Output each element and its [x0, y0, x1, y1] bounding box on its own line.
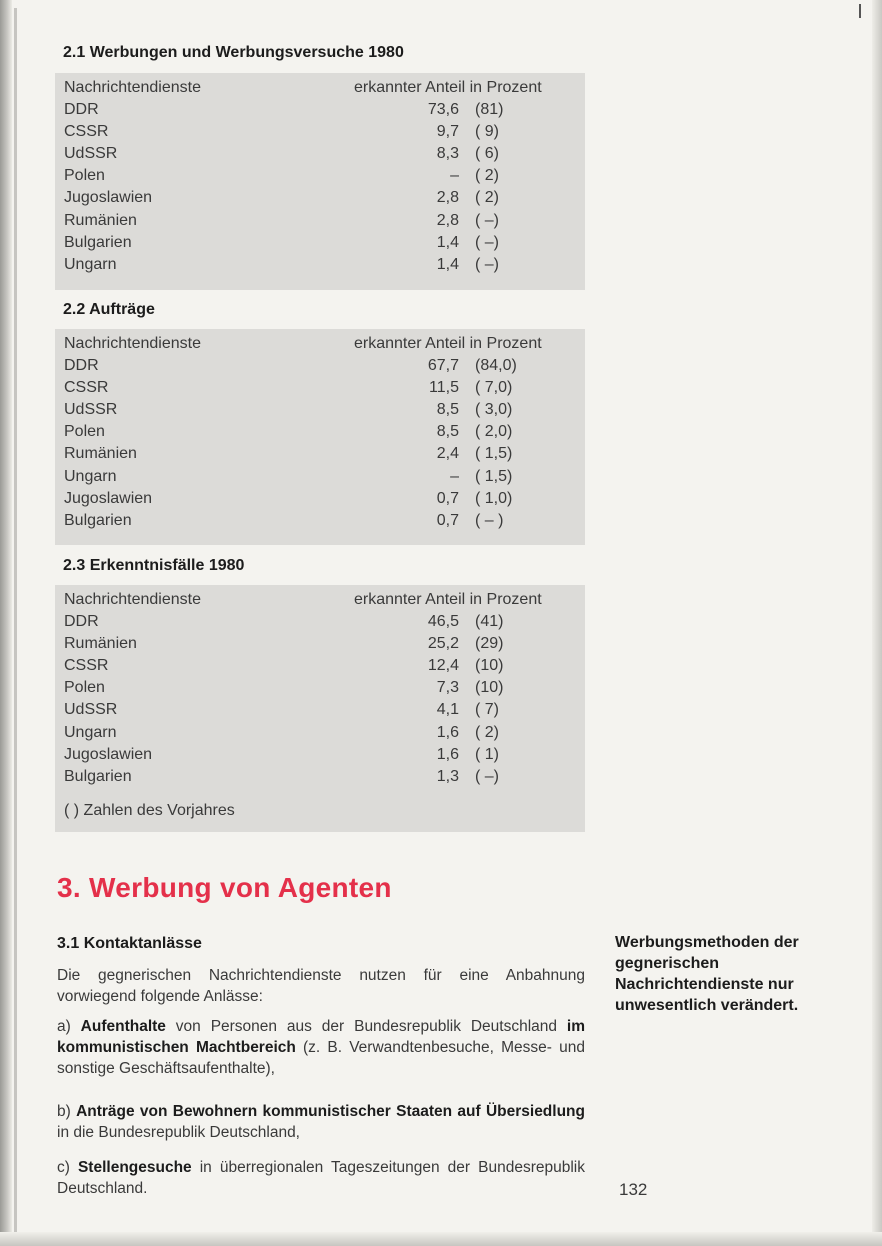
- list-item-b: b) Anträge von Bewohnern kommunistischer Staaten auf Übersiedlung in die Bundesrepublik Deutschland,: [57, 1103, 585, 1141]
- table-row: UdSSR 8,3 ( 6): [64, 145, 499, 163]
- table-2-3: [55, 585, 585, 832]
- col-header-services: Nachrichtendienste: [64, 591, 201, 608]
- table-2-2: [55, 329, 585, 545]
- table-row: Polen 8,5 ( 2,0): [64, 423, 513, 441]
- table-row: CSSR 9,7 ( 9): [64, 123, 499, 141]
- page-edge-left: [0, 0, 12, 1246]
- table-row: Jugoslawien 1,6 ( 1): [64, 745, 499, 763]
- table-2-1: [55, 73, 585, 290]
- table-row: Rumänien 2,8 ( –): [64, 211, 499, 229]
- list-item-c: c) Stellengesuche in überregionalen Tageszeitungen der Bundesrepublik Deutschland.: [57, 1159, 585, 1197]
- table-row: Bulgarien 1,3 ( –): [64, 767, 499, 785]
- page-number: 132: [619, 1180, 648, 1199]
- margin-note: Werbungsmethoden der gegnerischen Nachrichtendienste nur unwesentlich verändert.: [615, 934, 799, 1014]
- page-tick-mark: [859, 4, 861, 18]
- table-row: Rumänien 2,4 ( 1,5): [64, 445, 513, 463]
- table-row: DDR 73,6 (81): [64, 101, 504, 119]
- intro-paragraph: Die gegnerischen Nachrichtendienste nutzen für eine Anbahnung vorwiegend folgende Anlässe:: [57, 967, 585, 1005]
- list-item-a: a) Aufenthalte von Personen aus der Bundesrepublik Deutschland im kommunistischen Machtbereich (z. B. Verwandtenbesuche, Messe- und sonstige Geschäftsaufenthalte),: [57, 1018, 585, 1077]
- table-row: CSSR 11,5 ( 7,0): [64, 379, 513, 397]
- page-binding-line: [14, 8, 17, 1238]
- table-row: Ungarn 1,4 ( –): [64, 255, 499, 273]
- table-row: UdSSR 8,5 ( 3,0): [64, 401, 513, 419]
- table-row: Jugoslawien 2,8 ( 2): [64, 189, 499, 207]
- table-row: Ungarn 1,6 ( 2): [64, 723, 499, 741]
- table-row: UdSSR 4,1 ( 7): [64, 701, 499, 719]
- table-header-row: [55, 335, 585, 357]
- col-header-share: erkannter Anteil in Prozent: [354, 335, 542, 352]
- table-row: CSSR 12,4 (10): [64, 657, 504, 675]
- col-header-share: erkannter Anteil in Prozent: [354, 591, 542, 608]
- table-row: Ungarn – ( 1,5): [64, 467, 513, 485]
- table-row: Rumänien 25,2 (29): [64, 635, 504, 653]
- section-2-2-title: 2.2 Aufträge: [63, 301, 155, 318]
- table-row: Bulgarien 0,7 ( – ): [64, 511, 504, 529]
- page-edge-right: [872, 0, 882, 1246]
- table-row: Polen 7,3 (10): [64, 679, 504, 697]
- table-row: Polen – ( 2): [64, 167, 499, 185]
- section-2-1-title: 2.1 Werbungen und Werbungsversuche 1980: [63, 44, 404, 61]
- table-row: DDR 46,5 (41): [64, 613, 504, 631]
- page-edge-bottom: [0, 1232, 882, 1246]
- section-2-3-title: 2.3 Erkenntnisfälle 1980: [63, 557, 245, 574]
- table-row: Jugoslawien 0,7 ( 1,0): [64, 489, 513, 507]
- col-header-services: Nachrichtendienste: [64, 79, 201, 96]
- table-row: Bulgarien 1,4 ( –): [64, 233, 499, 251]
- col-header-services: Nachrichtendienste: [64, 335, 201, 352]
- table-footnote: ( ) Zahlen des Vorjahres: [64, 801, 235, 819]
- col-header-share: erkannter Anteil in Prozent: [354, 79, 542, 96]
- subsection-title: 3.1 Kontaktanlässe: [57, 935, 202, 952]
- table-row: DDR 67,7 (84,0): [64, 357, 517, 375]
- chapter-title: 3. Werbung von Agenten: [57, 872, 392, 903]
- table-header-row: [55, 591, 585, 613]
- table-header-row: [55, 79, 585, 101]
